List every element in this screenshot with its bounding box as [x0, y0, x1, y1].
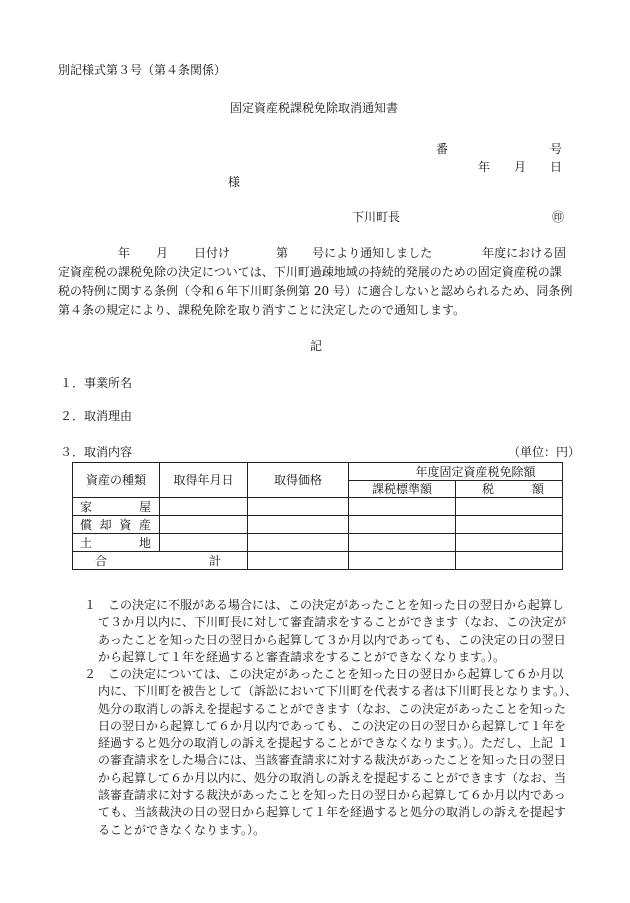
- cell-tax-amount: [456, 516, 563, 534]
- body-line: [58, 244, 576, 263]
- cell-total-price: [248, 552, 349, 570]
- item-cancellation-details: ３．取消内容: [60, 445, 133, 459]
- issuer-name: 下川町長: [352, 210, 401, 224]
- note-lawsuit: [84, 666, 578, 839]
- cancellation-table: [72, 462, 563, 570]
- body-year-label: 年: [118, 246, 131, 260]
- cell-tax-base: [349, 516, 456, 534]
- note-line: １ この決定に不服がある場合には、この決定があったことを知った日の翌日から起算し: [84, 598, 564, 612]
- row-label-char: 資: [119, 517, 132, 532]
- form-label: 別記様式第３号（第４条関係）: [58, 63, 227, 77]
- row-label-char: 却: [99, 517, 112, 532]
- cell-total-tax-amount: [456, 552, 563, 570]
- note-line: から起算して１年を経過すると審査請求をすることができなくなります。）。: [98, 649, 506, 664]
- cell-tax-amount: [456, 534, 563, 552]
- note-line: ２ この決定については、この決定があったことを知った日の翌日から起算して６か月以: [84, 667, 564, 681]
- date-year: 年: [478, 160, 491, 174]
- row-label-building: [73, 498, 160, 516]
- note-line: ることができなくなります。）。: [98, 822, 266, 837]
- unit-label: （単位：円）: [508, 445, 581, 459]
- cell-acquisition-date: [160, 534, 248, 552]
- item-business-office: １．事業所名: [60, 376, 133, 390]
- header-tax-amount: [456, 481, 563, 498]
- note-line: 日の翌日から起算して６か月以内であっても、この決定の日の翌日から起算して１年を: [98, 718, 566, 733]
- body-month-label: 月: [156, 246, 169, 260]
- number-prefix: 番: [436, 142, 449, 156]
- body-date-label: 日付け: [194, 246, 231, 260]
- cell-acquisition-price: [248, 498, 349, 516]
- row-label-char: 土: [80, 535, 93, 550]
- seal-mark: ㊞: [552, 210, 565, 224]
- note-line: の審査請求をした場合には、当該審査請求に対する裁決があったことを知った日の翌日: [98, 753, 566, 768]
- header-acquisition-price: 取得価格: [248, 463, 349, 498]
- ki-heading: 記: [310, 339, 323, 353]
- header-tax-base: 課税標準額: [349, 481, 456, 498]
- row-label-total: [73, 552, 248, 570]
- row-label-char: 計: [208, 553, 221, 568]
- body-paragraph: [58, 244, 576, 320]
- header-acquisition-date: 取得年月日: [160, 463, 248, 498]
- cell-total-tax-base: [349, 552, 456, 570]
- row-label-depreciable-assets: [73, 516, 160, 534]
- header-tax-char: 税: [482, 482, 495, 496]
- cell-acquisition-price: [248, 516, 349, 534]
- row-label-land: [73, 534, 160, 552]
- note-appeal: [84, 597, 578, 666]
- header-amount-char: 額: [532, 482, 545, 496]
- number-suffix: 号: [550, 142, 563, 156]
- body-line: 第４条の規定により、課税免除を取り消すことに決定したので通知します。: [58, 303, 466, 317]
- row-label-char: 地: [138, 535, 151, 550]
- table-row: [73, 498, 563, 516]
- recipient-suffix: 様: [228, 175, 241, 189]
- cell-tax-base: [349, 498, 456, 516]
- note-line: から起算して６か月以内に、処分の取消しの訴えを提起することができます（なお、当: [98, 770, 567, 785]
- header-exemption-group: 年度固定資産税免除額: [349, 463, 563, 481]
- body-line: 定資産税の課税免除の決定については、下川町過疎地域の持続的発展のための固定資産税の課: [58, 265, 562, 279]
- note-line: て３か月以内に、下川町長に対して審査請求をすることができます（なお、この決定が: [98, 615, 567, 630]
- body-line: 税の特例に関する条例（令和６年下川町条例第 20 号）に適合しないと認められるため、同条例: [58, 284, 573, 298]
- row-label-char: 償: [80, 517, 93, 532]
- cell-acquisition-date: [160, 516, 248, 534]
- document-title: 固定資産税課税免除取消通知書: [230, 101, 399, 115]
- note-line: あったことを知った日の翌日から起算して３か月以内であっても、この決定の日の翌日: [98, 632, 566, 647]
- row-label-char: 産: [138, 517, 151, 532]
- cell-tax-amount: [456, 498, 563, 516]
- table-row: [73, 516, 563, 534]
- date-day: 日: [550, 160, 563, 174]
- note-line: 処分の取消しの訴えを提起することができます（なお、この決定があったことを知った: [98, 701, 566, 716]
- body-notified-text: 号により通知しました: [312, 246, 433, 260]
- row-label-char: 家: [80, 499, 93, 514]
- row-label-char: 合: [95, 553, 108, 568]
- note-line: 該審査請求に対する裁決があったことを知った日の翌日から起算して６か月以内であっ: [98, 788, 566, 803]
- cell-tax-base: [349, 534, 456, 552]
- row-label-char: 屋: [138, 499, 151, 514]
- body-fiscal-year-text: 年度における固: [482, 246, 567, 260]
- note-line: 内に、下川町を被告として（訴訟において下川町を代表する者は下川町長となります。）、: [98, 684, 578, 699]
- cell-acquisition-price: [248, 534, 349, 552]
- table-row-total: [73, 552, 563, 570]
- note-line: 経過すると処分の取消しの訴えを提起することができなくなります。）。ただし、上記 １: [98, 736, 569, 751]
- note-line: ても、当該裁決の日の翌日から起算して１年を経過すると処分の取消しの訴えを提起す: [98, 805, 567, 820]
- body-number-label: 第: [276, 246, 289, 260]
- cell-acquisition-date: [160, 498, 248, 516]
- table-row: [73, 534, 563, 552]
- header-asset-type: 資産の種類: [73, 463, 160, 498]
- date-month: 月: [514, 160, 527, 174]
- item-cancellation-reason: ２．取消理由: [60, 409, 133, 423]
